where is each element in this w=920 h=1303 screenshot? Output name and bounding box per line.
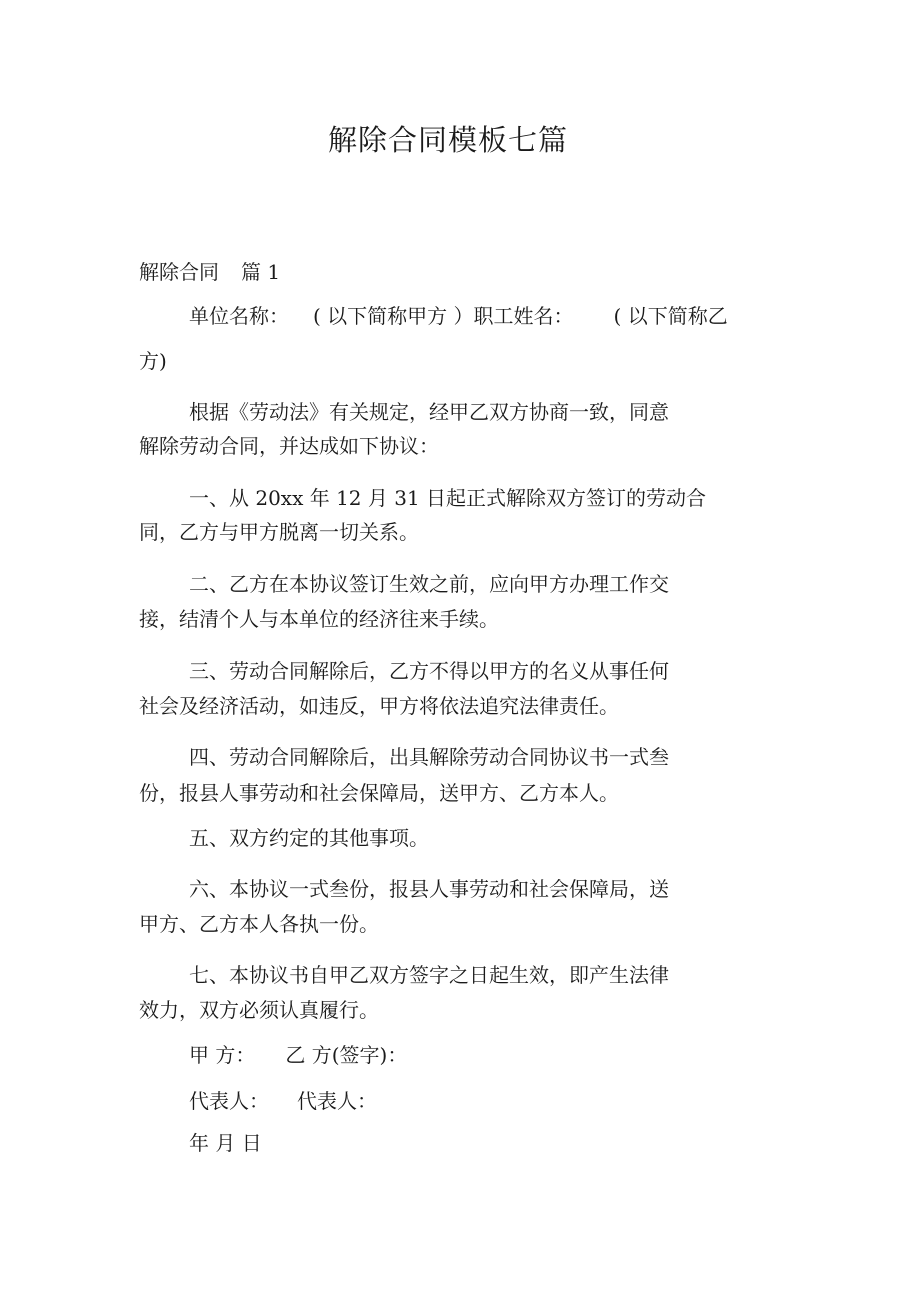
clause-2-line-2: 接，结清个人与本单位的经济往来手续。: [139, 607, 499, 631]
clause-7-line-1: 七、本协议书自甲乙双方签字之日起生效，即产生法律: [189, 963, 669, 987]
clause-3-line-1: 三、劳动合同解除后，乙方不得以甲方的名义从事任何: [189, 659, 669, 683]
clause-1-line-1: 一、从 20xx 年 12 月 31 日起正式解除双方签订的劳动合: [189, 486, 707, 510]
unit-name-label: 单位名称：: [189, 304, 289, 328]
clause-6-line-2: 甲方、乙方本人各执一份。: [139, 912, 379, 936]
section-heading-label: 解除合同: [139, 260, 219, 284]
party-b-abbrev-label: ( 以下简称乙: [613, 304, 728, 328]
clause-4-line-2: 份，报县人事劳动和社会保障局，送甲方、乙方本人。: [139, 781, 619, 805]
header-line-continuation: 方): [139, 349, 167, 373]
party-b-representative-label: 代表人：: [297, 1089, 377, 1113]
header-line: [189, 302, 728, 330]
page-title: 解除合同模板七篇: [327, 123, 568, 157]
clause-7-line-2: 效力，双方必须认真履行。: [139, 998, 379, 1022]
clause-4-line-1: 四、劳动合同解除后，出具解除劳动合同协议书一式叁: [189, 745, 669, 769]
paragraph-intro-line-1: 根据《劳动法》有关规定，经甲乙双方协商一致，同意: [189, 400, 669, 424]
signature-date: 年 月 日: [189, 1131, 262, 1155]
clause-1-line-2: 同，乙方与甲方脱离一切关系。: [139, 520, 419, 544]
party-a-representative-label: 代表人：: [189, 1089, 269, 1113]
signature-parties: [189, 1041, 407, 1069]
section-heading: [139, 258, 280, 286]
signature-representatives: [189, 1087, 377, 1115]
clause-6-line-1: 六、本协议一式叁份，报县人事劳动和社会保障局，送: [189, 877, 669, 901]
clause-5-line-1: 五、双方约定的其他事项。: [189, 826, 429, 850]
clause-3-line-2: 社会及经济活动，如违反，甲方将依法追究法律责任。: [139, 694, 619, 718]
employee-name-label: ( 以下简称甲方 ）职工姓名：: [313, 304, 574, 328]
paragraph-intro-line-2: 解除劳动合同，并达成如下协议：: [139, 434, 439, 458]
section-heading-number: 篇 1: [241, 260, 281, 284]
clause-2-line-1: 二、乙方在本协议签订生效之前，应向甲方办理工作交: [189, 572, 669, 596]
party-b-signature-label: 乙 方(签字)：: [285, 1043, 408, 1067]
party-a-signature-label: 甲 方：: [189, 1043, 256, 1067]
